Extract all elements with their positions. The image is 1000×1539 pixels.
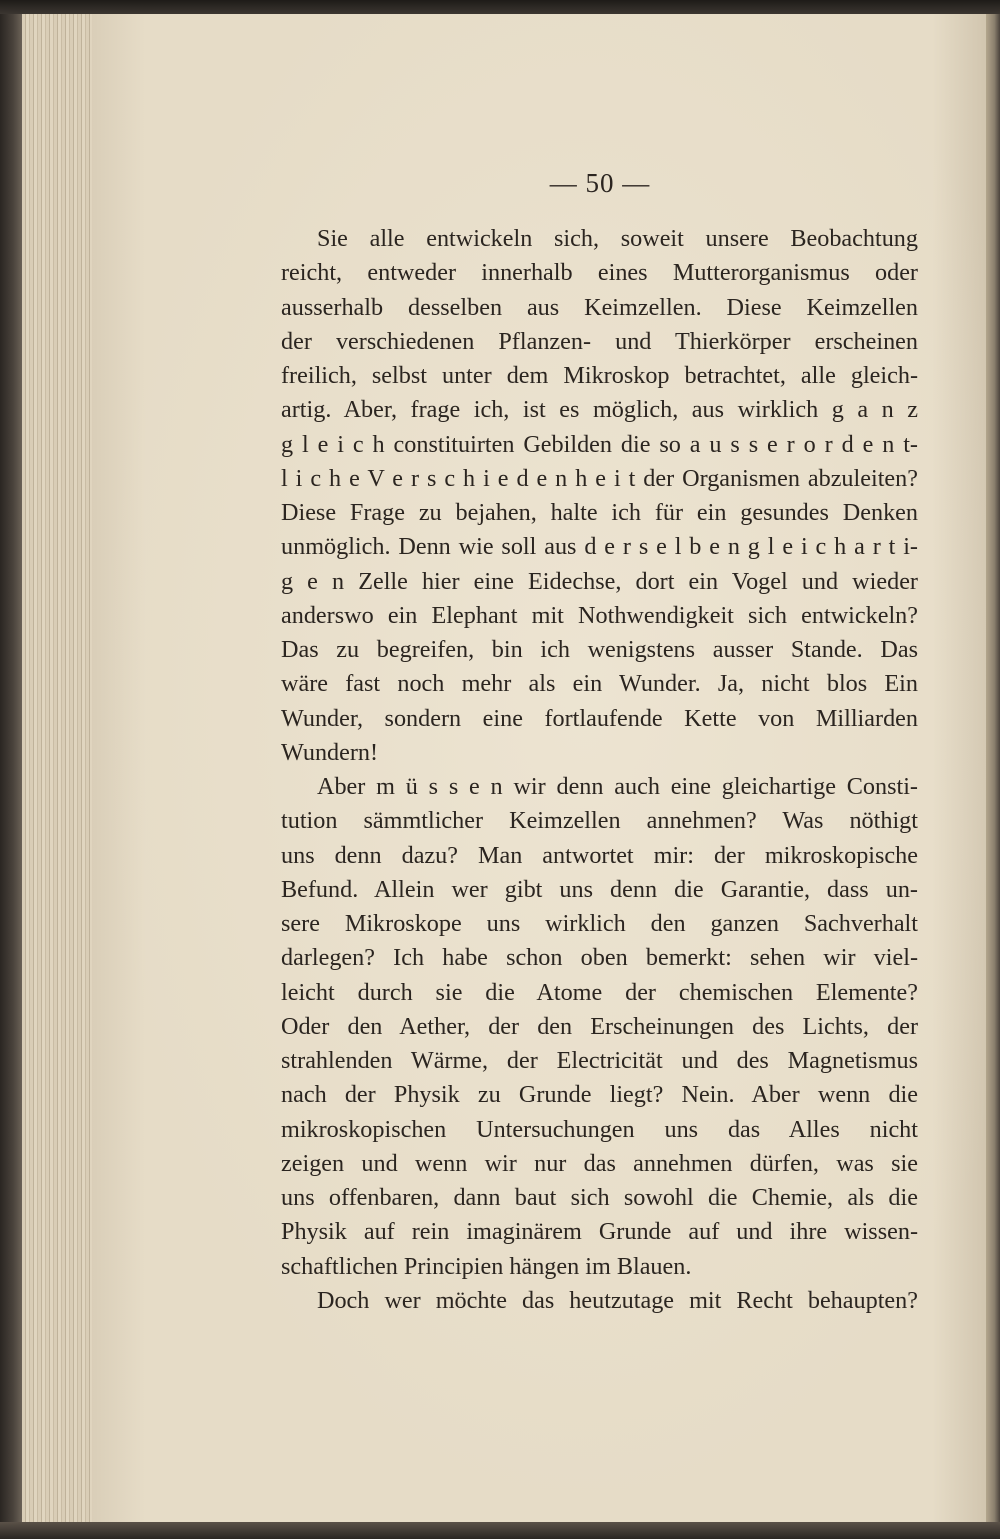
text-line: g l e i c h constituirten Gebilden die so a u s s e r o r d e n t- (281, 430, 918, 458)
book-cover-edge (0, 0, 22, 1539)
text-line: Wunder, sondern eine fortlaufende Kette von Milliarden (281, 704, 918, 732)
text-line: strahlenden Wärme, der Electricität und des Magnetismus (281, 1047, 918, 1074)
text-line: unmöglich. Denn wie soll aus d e r s e l b e n g l e i c h a r t i- (281, 533, 918, 561)
page-stack-edges (22, 14, 93, 1522)
text-line: ausserhalb desselben aus Keimzellen. Diese Keimzellen (281, 293, 918, 321)
text-line: Physik auf rein imaginärem Grunde auf und ihre wissen- (281, 1218, 918, 1246)
text-line: mikroskopischen Untersuchungen uns das Alles nicht (281, 1115, 918, 1143)
text-line: wäre fast noch mehr als ein Wunder. Ja, nicht blos Ein (281, 670, 918, 698)
text-line: zeigen und wenn wir nur das annehmen dürfen, was sie (281, 1149, 918, 1177)
page-number: — 50 — (549, 168, 651, 198)
text-line: artig. Aber, frage ich, ist es möglich, aus wirklich g a n z (281, 396, 918, 424)
book-top-edge (0, 0, 1000, 14)
text-line: l i c h e V e r s c h i e d e n h e i t der Organismen abzuleiten? (281, 464, 918, 492)
text-line: Oder den Aether, der den Erscheinungen des Lichts, der (281, 1012, 918, 1040)
text-line: uns offenbaren, dann baut sich sowohl die Chemie, als die (281, 1184, 918, 1211)
text-line: Wundern! (281, 738, 379, 766)
text-line: Doch wer möchte das heutzutage mit Recht behaupten? (317, 1286, 918, 1314)
text-line: schaftlichen Principien hängen im Blauen. (281, 1252, 692, 1280)
text-line: sere Mikroskope uns wirklich den ganzen Sachverhalt (281, 910, 918, 937)
text-line: Sie alle entwickeln sich, soweit unsere Beobachtung (317, 225, 918, 252)
text-line: leicht durch sie die Atome der chemischen Elemente? (281, 978, 918, 1006)
text-line: der verschiedenen Pflanzen- und Thierkörper erscheinen (281, 327, 918, 355)
text-line: uns denn dazu? Man antwortet mir: der mikroskopische (281, 841, 918, 869)
book-bottom-edge (0, 1522, 1000, 1539)
text-line: Diese Frage zu bejahen, halte ich für ein gesundes Denken (281, 499, 918, 526)
text-line: Das zu begreifen, bin ich wenigstens ausser Stande. Das (281, 636, 918, 663)
text-line: Befund. Allein wer gibt uns denn die Garantie, dass un- (281, 875, 918, 903)
text-line: darlegen? Ich habe schon oben bemerkt: sehen wir viel- (281, 944, 918, 972)
text-line: anderswo ein Elephant mit Nothwendigkeit sich entwickeln? (281, 601, 918, 629)
body-text (281, 222, 918, 1318)
text-line: nach der Physik zu Grunde liegt? Nein. Aber wenn die (281, 1081, 918, 1109)
text-line: freilich, selbst unter dem Mikroskop betrachtet, alle gleich- (281, 362, 918, 389)
text-line: tution sämmtlicher Keimzellen annehmen? Was nöthigt (281, 807, 918, 835)
text-line: Aber m ü s s e n wir denn auch eine gleichartige Consti- (317, 773, 918, 800)
text-line: g e n Zelle hier eine Eidechse, dort ein Vogel und wieder (281, 567, 918, 595)
text-line: reicht, entweder innerhalb eines Mutterorganismus oder (281, 259, 918, 287)
page-gutter-shadow (986, 14, 1000, 1522)
